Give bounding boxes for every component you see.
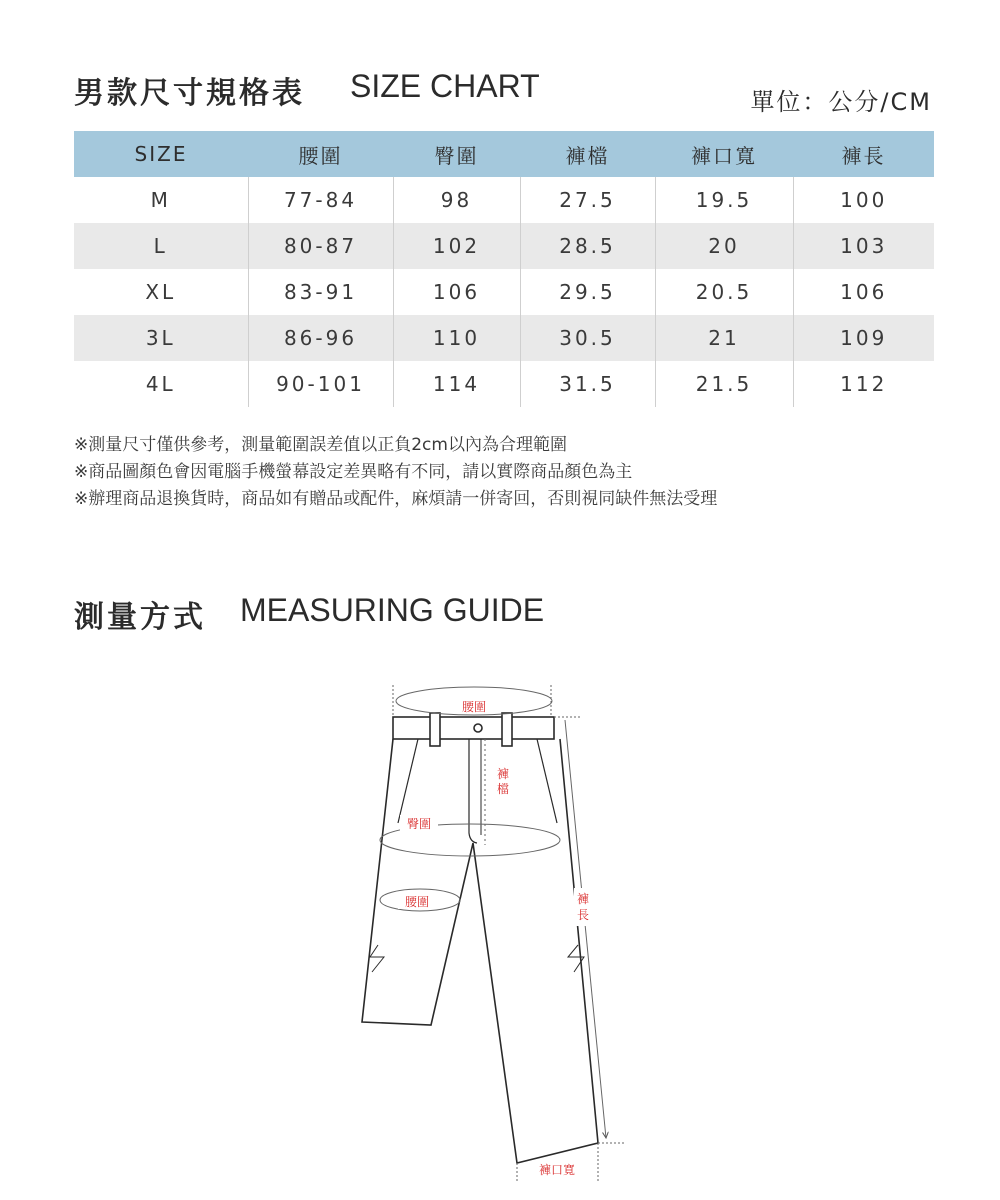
label-hem: 褲口寬 xyxy=(538,1163,576,1177)
label-hip: 臀圍 xyxy=(406,817,432,831)
guide-title-en: MEASURING GUIDE xyxy=(240,592,545,628)
size-chart-title-zh: 男款尺寸規格表 xyxy=(74,76,305,111)
cell-hem-width: 19.5 xyxy=(655,177,793,223)
cell-size: M xyxy=(150,188,171,212)
header-waist: 腰圍 xyxy=(248,131,393,177)
measure-guides xyxy=(380,685,626,1182)
note-item: ※測量尺寸僅供參考，測量範圍誤差值以正負2cm以內為合理範圍 xyxy=(74,435,567,455)
cell-hip: 106 xyxy=(393,269,520,315)
cell-length: 106 xyxy=(793,269,934,315)
cell-size: XL xyxy=(145,280,177,304)
pants-body xyxy=(362,739,598,1163)
cell-hip: 98 xyxy=(393,177,520,223)
label-waist: 腰圍 xyxy=(461,700,487,714)
cell-length: 100 xyxy=(793,177,934,223)
button-icon xyxy=(474,724,482,732)
pocket-right xyxy=(537,739,557,823)
cell-crotch: 27.5 xyxy=(520,177,655,223)
cell-waist: 86-96 xyxy=(248,315,393,361)
cell-crotch: 30.5 xyxy=(520,315,655,361)
pants-outline xyxy=(362,713,598,1163)
cell-length: 109 xyxy=(793,315,934,361)
note-item: ※商品圖顏色會因電腦手機螢幕設定差異略有不同，請以實際商品顏色為主 xyxy=(74,462,633,482)
label-crotch-2: 檔 xyxy=(497,782,510,796)
cell-hip: 110 xyxy=(393,315,520,361)
unit-label: 單位：公分/CM xyxy=(750,88,932,116)
header-crotch: 褲檔 xyxy=(520,131,655,177)
cell-waist: 77-84 xyxy=(248,177,393,223)
length-line xyxy=(565,720,606,1138)
header-size: SIZE xyxy=(74,131,248,177)
belt-loop-right xyxy=(502,713,512,746)
guide-title-zh: 測量方式 xyxy=(74,600,206,635)
cell-hip: 114 xyxy=(393,361,520,407)
cell-hem-width: 21 xyxy=(655,315,793,361)
fly-seam xyxy=(469,739,477,843)
cell-length: 103 xyxy=(793,223,934,269)
cell-waist: 90-101 xyxy=(248,361,393,407)
cell-hem-width: 20.5 xyxy=(655,269,793,315)
cell-hip: 102 xyxy=(393,223,520,269)
header-hip: 臀圍 xyxy=(393,131,520,177)
cell-hem-width: 20 xyxy=(655,223,793,269)
cell-waist: 83-91 xyxy=(248,269,393,315)
cell-length: 112 xyxy=(793,361,934,407)
label-length-2: 長 xyxy=(577,908,590,922)
cell-hem-width: 21.5 xyxy=(655,361,793,407)
header-length: 褲長 xyxy=(793,131,934,177)
knee-mark-left xyxy=(370,945,384,972)
cell-crotch: 28.5 xyxy=(520,223,655,269)
header-hem-width: 褲口寬 xyxy=(655,131,793,177)
cell-waist: 80-87 xyxy=(248,223,393,269)
cell-size: 3L xyxy=(74,315,248,361)
label-length-1: 褲 xyxy=(577,892,590,906)
pocket-left xyxy=(398,739,418,823)
size-chart-title-en: SIZE CHART xyxy=(350,68,540,104)
cell-size: 4L xyxy=(145,372,176,396)
label-thigh: 腰圍 xyxy=(404,895,430,909)
label-crotch-1: 褲 xyxy=(497,767,510,781)
cell-crotch: 29.5 xyxy=(520,269,655,315)
belt-loop-left xyxy=(430,713,440,746)
cell-crotch: 31.5 xyxy=(520,361,655,407)
cell-size: L xyxy=(74,223,248,269)
note-item: ※辦理商品退換貨時，商品如有贈品或配件，麻煩請一併寄回，否則視同缺件無法受理 xyxy=(74,489,718,509)
